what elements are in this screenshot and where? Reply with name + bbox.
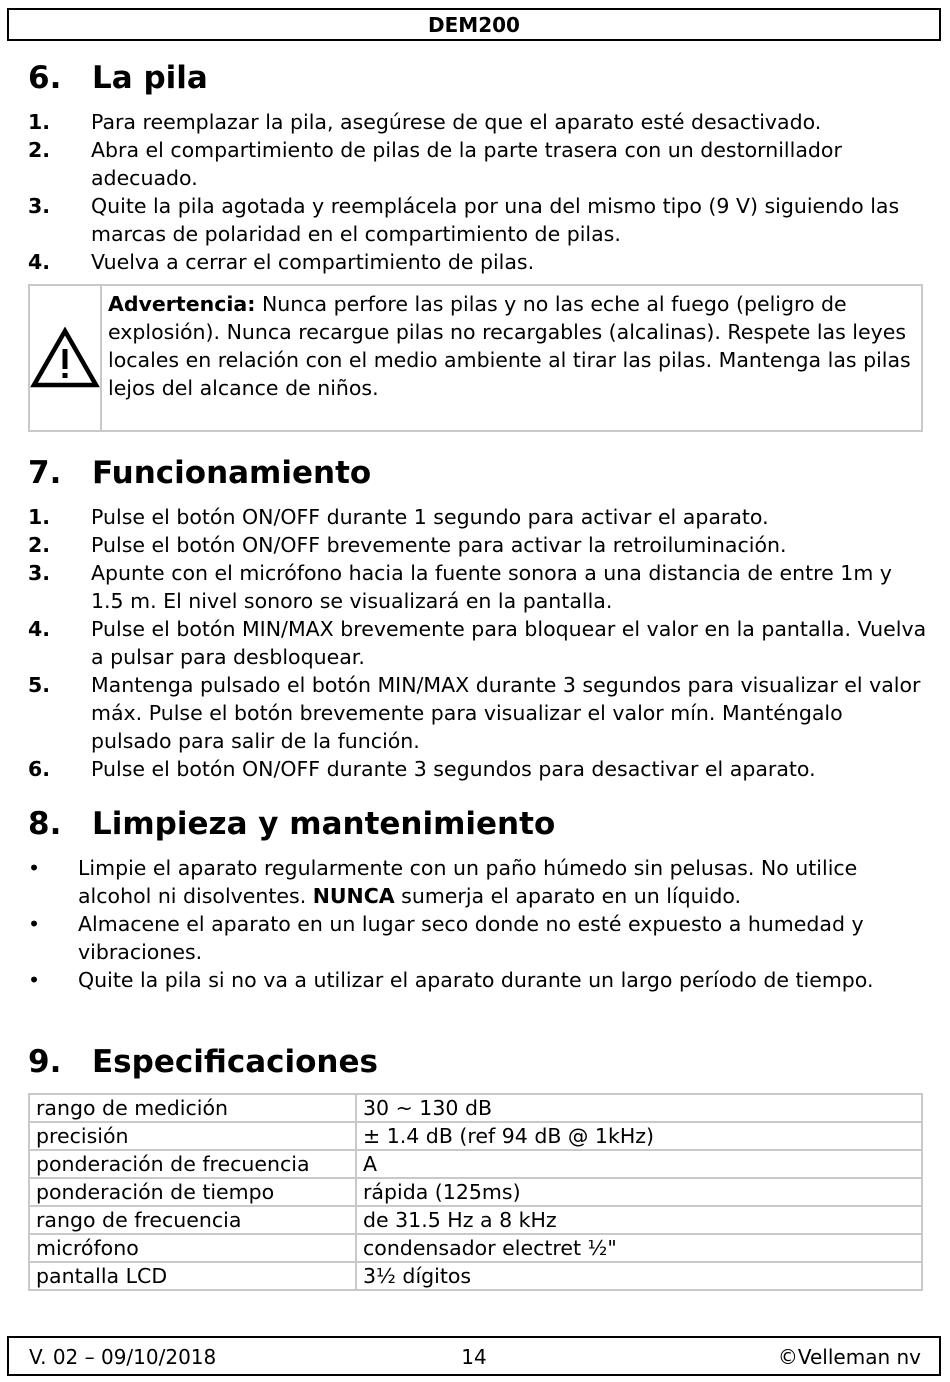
- table-row: [29, 1150, 922, 1178]
- spec-value: 3½ dígitos: [356, 1262, 922, 1290]
- warning-label: Advertencia:: [108, 292, 256, 316]
- section-number: 6.: [28, 60, 62, 96]
- warning-triangle-icon: [30, 327, 100, 389]
- table-row: [29, 1234, 922, 1262]
- section-9-heading: [28, 1044, 378, 1080]
- section-8-list: [28, 854, 928, 994]
- bullet-icon: •: [28, 968, 41, 992]
- section-title: La pila: [92, 60, 208, 96]
- table-row: [29, 1122, 922, 1150]
- warning-body: Nunca perfore las pilas y no las eche al fuego (peligro de explosión). Nunca recargue pilas no recargables (alcalinas). Respete las leyes locales en relación con el medio ambiente al tirar las pilas. Mantenga las pilas lejos del alcance de niños.: [108, 292, 911, 400]
- warning-box: [28, 284, 923, 432]
- section-title: Limpieza y mantenimiento: [92, 806, 556, 842]
- list-item: 3. Apunte con el micrófono hacia la fuente sonora a una distancia de entre 1m y 1.5 m. El nivel sonoro se visualizará en la pantalla.: [28, 561, 892, 613]
- spec-value: 30 ~ 130 dB: [356, 1094, 922, 1122]
- spec-key: micrófono: [29, 1234, 356, 1262]
- spec-value: de 31.5 Hz a 8 kHz: [356, 1206, 922, 1234]
- table-row: [29, 1262, 922, 1290]
- table-row: [29, 1206, 922, 1234]
- spec-key: rango de frecuencia: [29, 1206, 356, 1234]
- section-6-steps: [28, 108, 928, 276]
- warning-text: [102, 286, 921, 430]
- spec-key: pantalla LCD: [29, 1262, 356, 1290]
- page-footer: [7, 1336, 941, 1376]
- table-row: [29, 1094, 922, 1122]
- list-item: 4. Vuelva a cerrar el compartimiento de pilas.: [28, 250, 535, 274]
- list-item: 2. Abra el compartimiento de pilas de la parte trasera con un destornillador adecuado.: [28, 138, 842, 190]
- section-7-steps: [28, 503, 928, 783]
- spec-value: rápida (125ms): [356, 1178, 922, 1206]
- spec-value: A: [356, 1150, 922, 1178]
- spec-key: precisión: [29, 1122, 356, 1150]
- section-number: 9.: [28, 1044, 62, 1080]
- list-item: • Almacene el aparato en un lugar seco donde no esté expuesto a humedad y vibraciones.: [28, 912, 864, 964]
- specifications-table: [28, 1093, 923, 1291]
- section-number: 8.: [28, 806, 62, 842]
- table-row: [29, 1178, 922, 1206]
- list-item: 4. Pulse el botón MIN/MAX brevemente para bloquear el valor en la pantalla. Vuelva a pulsar para desbloquear.: [28, 617, 927, 669]
- list-item: 1. Pulse el botón ON/OFF durante 1 segundo para activar el aparato.: [28, 505, 769, 529]
- section-title: Funcionamiento: [92, 455, 372, 491]
- list-item: 3. Quite la pila agotada y reemplácela por una del mismo tipo (9 V) siguiendo las marcas de polaridad en el compartimiento de pilas.: [28, 194, 900, 246]
- section-8-heading: [28, 806, 555, 842]
- footer-page-number: 14: [461, 1345, 487, 1369]
- list-item: 2. Pulse el botón ON/OFF brevemente para activar la retroiluminación.: [28, 533, 787, 557]
- list-item: 6. Pulse el botón ON/OFF durante 3 segundos para desactivar el aparato.: [28, 757, 816, 781]
- section-6-heading: [28, 60, 208, 96]
- footer-copyright: ©Velleman nv: [777, 1345, 921, 1369]
- spec-key: ponderación de tiempo: [29, 1178, 356, 1206]
- list-item: 5. Mantenga pulsado el botón MIN/MAX durante 3 segundos para visualizar el valor máx. Pulse el botón brevemente para visualizar el valor mín. Manténgalo pulsado para salir de la función.: [28, 673, 921, 753]
- spec-key: ponderación de frecuencia: [29, 1150, 356, 1178]
- bullet-icon: •: [28, 856, 41, 880]
- spec-key: rango de medición: [29, 1094, 356, 1122]
- list-item: • Quite la pila si no va a utilizar el aparato durante un largo período de tiempo.: [28, 968, 874, 992]
- section-7-heading: [28, 455, 371, 491]
- header-title: DEM200: [428, 13, 520, 37]
- section-title: Especificaciones: [92, 1044, 378, 1080]
- page-header: [7, 8, 941, 41]
- list-item: • Limpie el aparato regularmente con un paño húmedo sin pelusas. No utilice alcohol ni disolventes. NUNCA sumerja el aparato en un líquido.: [28, 856, 858, 908]
- bullet-icon: •: [28, 912, 41, 936]
- footer-version: V. 02 – 09/10/2018: [29, 1345, 217, 1369]
- list-item: 1. Para reemplazar la pila, asegúrese de que el aparato esté desactivado.: [28, 110, 822, 134]
- warning-icon-cell: [30, 286, 102, 430]
- spec-value: condensador electret ½": [356, 1234, 922, 1262]
- spec-value: ± 1.4 dB (ref 94 dB @ 1kHz): [356, 1122, 922, 1150]
- section-number: 7.: [28, 455, 62, 491]
